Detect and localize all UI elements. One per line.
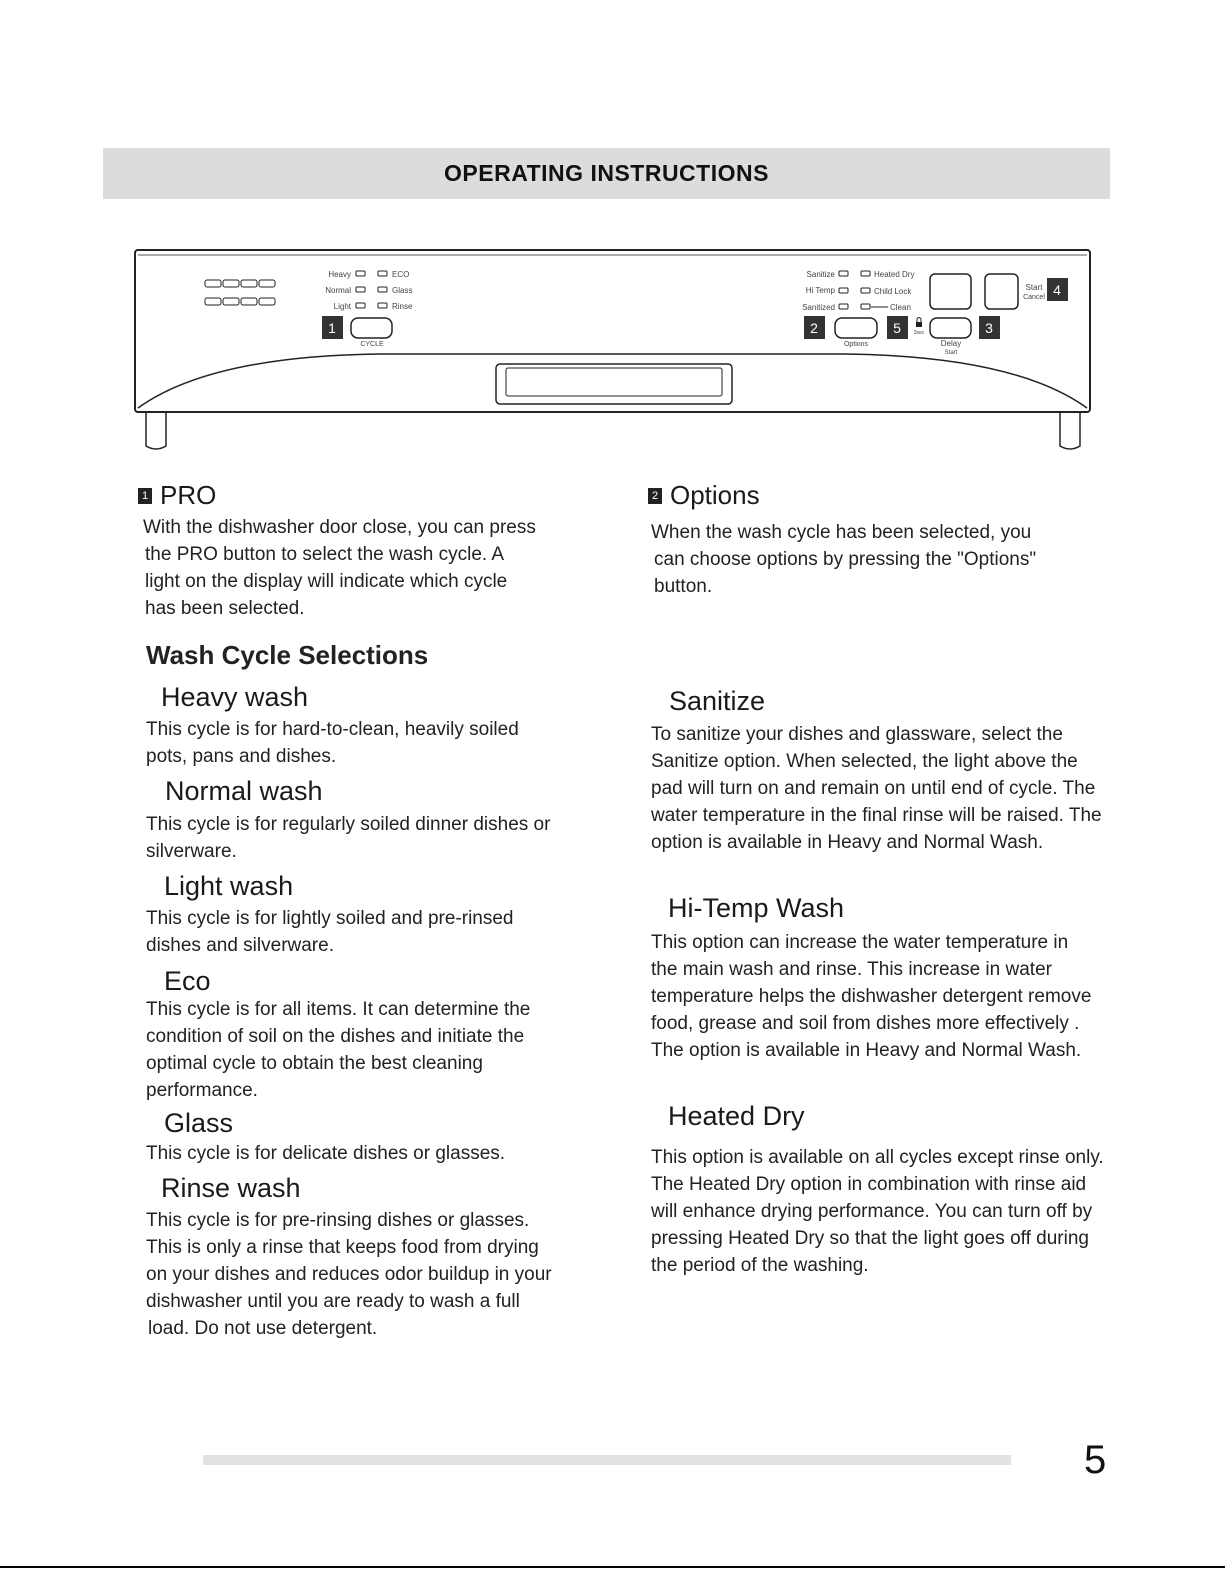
wash-cycle-selections-title: Wash Cycle Selections [146,640,429,670]
display-segments [205,280,275,305]
cycle-button-label: CYCLE [360,341,384,348]
options-heading [648,480,760,511]
light-label-glass: Glass [392,286,413,295]
sanitize-title: Sanitize [669,686,766,716]
heavy-wash-title: Heavy wash [161,682,309,712]
cycle-button [351,318,392,338]
bottom-rule [0,1566,1225,1568]
options-button-label: Options [843,341,869,348]
pro-number: 1 [138,488,152,504]
door-handle [496,364,732,404]
normal-wash-description: This cycle is for regularly soiled dinner dishes or silverware. [146,814,551,862]
glass-description: This cycle is for delicate dishes or glasses. [146,1143,506,1164]
eco-description: This cycle is for all items. It can determine the condition of soil on the dishes and initiate the optimal cycle to obtain the best cleaning performance. [146,999,531,1101]
footer-bar [203,1455,1011,1465]
lock-icon [916,318,922,328]
right-foot [1060,412,1080,449]
header-bar [103,148,1110,199]
heated-dry-button [930,274,971,309]
light-label-eco: ECO [392,270,410,279]
callout-3: 3 [985,320,993,336]
callout-1: 1 [328,320,336,336]
light-label-sanitized: Sanitized [802,303,835,312]
page-title: OPERATING INSTRUCTIONS [444,160,769,186]
light-label-light: Light [333,302,351,311]
delay-start-button [930,318,971,338]
pro-title: PRO [160,480,217,510]
options-description: When the wash cycle has been selected, you can choose options by pressing the "Options" button. [651,522,1037,597]
heated-dry-description: This option is available on all cycles except rinse only. The Heated Dry option in combination with rinse aid will enhance drying performance. You can turn off by pressing Heated Dry so that the light goes off during the period of the washing. [651,1147,1104,1276]
pro-heading [138,480,216,511]
panel-curve [138,354,1087,408]
callout-5: 5 [893,320,901,336]
page-number: 5 [1084,1438,1107,1482]
callout-2: 2 [810,320,818,336]
cancel-label: Cancel [1023,294,1045,301]
start-label: Start [1025,283,1043,292]
delay-label: Delay [940,339,962,348]
eco-title: Eco [164,966,211,996]
start-cancel-button [985,274,1018,309]
cycle-indicator-lights [356,271,387,308]
left-foot [146,412,166,449]
rinse-wash-title: Rinse wash [161,1173,301,1203]
light-label-clean: Clean [890,303,911,312]
light-label-rinse: Rinse [392,302,413,311]
light-label-sanitize: Sanitize [806,270,835,279]
options-number: 2 [648,488,662,504]
normal-wash-title: Normal wash [165,776,323,806]
light-label-normal: Normal [325,286,351,295]
start-sub-label: Start [944,350,958,356]
callout-4: 4 [1053,282,1061,298]
light-label-hi-temp: Hi Temp [805,286,835,295]
hi-temp-wash-title: Hi-Temp Wash [668,893,845,923]
sanitize-description: To sanitize your dishes and glassware, select the Sanitize option. When selected, the light above the pad will turn on and remain on until end of cycle. The water temperature in the final rinse will be raised. The option is available in Heavy and Normal Wash. [651,724,1102,853]
light-label-child-lock: Child Lock [874,287,912,296]
glass-title: Glass [164,1108,234,1138]
light-label-heated-dry: Heated Dry [874,270,915,279]
light-wash-title: Light wash [164,871,294,901]
control-panel-diagram [130,246,1095,456]
options-title: Options [670,480,760,510]
pro-description: With the dishwasher door close, you can press the PRO button to select the wash cycle. A light on the display will indicate which cycle has been selected. [143,517,536,619]
heavy-wash-description: This cycle is for hard-to-clean, heavily soiled pots, pans and dishes. [146,719,519,767]
light-wash-description: This cycle is for lightly soiled and pre-rinsed dishes and silverware. [146,908,514,956]
rinse-wash-description: This cycle is for pre-rinsing dishes or glasses. This is only a rinse that keeps food from drying on your dishes and reduces odor buildup in your dishwasher until you are ready to wash a full load. Do not use detergent. [146,1210,552,1339]
heated-dry-title: Heated Dry [668,1101,805,1131]
light-label-heavy: Heavy [328,270,351,279]
hi-temp-wash-description: This option can increase the water temperature in the main wash and rinse. This increase in water temperature helps the dishwasher detergent remove food, grease and soil from dishes more effectively . The option is available in Heavy and Normal Wash. [651,932,1092,1061]
lock-label: 3sec [913,330,925,336]
options-button [835,318,877,338]
